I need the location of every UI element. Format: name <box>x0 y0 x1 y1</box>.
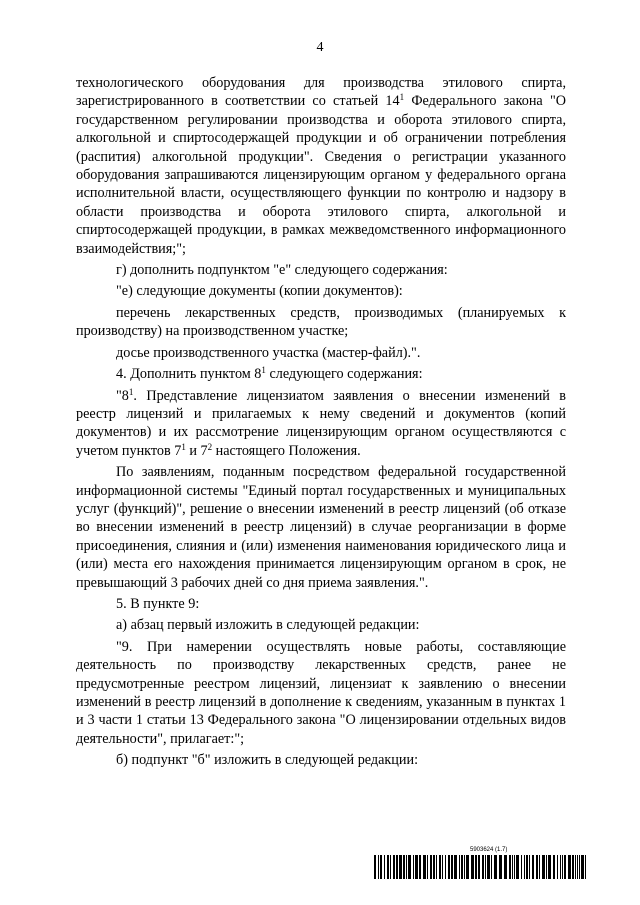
barcode-bar <box>562 855 563 879</box>
paragraph-text: 4. Дополнить пунктом 8 <box>116 366 262 383</box>
barcode-bar <box>504 855 507 879</box>
barcode-bar <box>423 855 426 879</box>
page-number: 4 <box>316 40 324 55</box>
paragraph-text: г) дополнить подпунктом "е" следующего содержания: <box>116 262 448 279</box>
barcode-bar <box>464 855 465 879</box>
paragraph <box>76 463 566 592</box>
paragraph-text: Федерального закона "О государственном регулировании производства и оборота этилового спирта, алкогольной и спиртосодержащей продукции и об ограничении потребления (распития) алкогольной продукции". Сведения о регистрации указанного оборудования запрашиваются лицензирующим органом у федерального органа исполнительной власти, осуществляющего функции по контролю и надзору в области производства и оборота этилового спирта, алкогольной и спиртосодержащей продукции, в рамках межведомственного информационного взаимодействия;"; <box>76 93 566 257</box>
paragraph <box>76 282 566 300</box>
paragraph-text: "9. При намерении осуществлять новые работы, составляющие деятельность по производству лекарственных средств, ранее не предусмотренные реестром лицензий, лицензиат к заявлению о внесении изменений в реестр лицензий в дополнение к сведениям, указанным в пунктах 1 и 3 части 1 статьи 13 Федерального закона "О лицензировании отдельных видов деятельности", прилагает:"; <box>76 638 566 747</box>
paragraph <box>76 365 566 383</box>
paragraph-text: "8 <box>116 387 129 404</box>
barcode-bar <box>553 855 555 879</box>
paragraph <box>76 751 566 769</box>
barcode-bar <box>485 855 486 879</box>
barcode-bar <box>448 855 450 879</box>
barcode-bar <box>581 855 584 879</box>
barcode-bar <box>539 855 540 879</box>
barcode-bar <box>461 855 463 879</box>
barcode-bar <box>419 855 421 879</box>
barcode-bar <box>524 855 525 879</box>
paragraph-text: технологического оборудования для производства этилового спирта, зарегистрированного в соответствии со статьей 14 <box>76 75 566 110</box>
paragraph-text: досье производственного участка (мастер-файл).". <box>116 344 421 361</box>
barcode-bar <box>585 855 586 879</box>
barcode-bar <box>471 855 474 879</box>
paragraph <box>76 344 566 362</box>
superscript: 2 <box>207 441 213 452</box>
barcode-bar <box>542 855 545 879</box>
barcode-bar <box>568 855 571 879</box>
barcode-bar <box>572 855 574 879</box>
barcode-bar <box>487 855 490 879</box>
paragraph-text: настоящего Положения. <box>212 442 361 459</box>
paragraph <box>76 261 566 279</box>
barcode-bar <box>396 855 398 879</box>
superscript: 1 <box>261 365 266 376</box>
paragraph <box>76 638 566 748</box>
barcode-bar <box>433 855 435 879</box>
barcode-bar <box>564 855 566 879</box>
superscript: 1 <box>399 92 405 103</box>
barcode-bar <box>514 855 515 879</box>
barcode-bar <box>413 855 414 879</box>
superscript: 1 <box>128 386 134 397</box>
barcode-bar <box>390 855 391 879</box>
barcode-bar <box>499 855 502 879</box>
barcode-bar <box>532 855 534 879</box>
barcode-bar <box>436 855 437 879</box>
barcode-bar <box>478 855 480 879</box>
paragraph-text: 5. В пункте 9: <box>116 595 200 612</box>
paragraph-text: перечень лекарственных средств, производимых (планируемых к производству) на производственном участке; <box>76 304 566 340</box>
barcode-bar <box>466 855 469 879</box>
barcode-bar <box>427 855 428 879</box>
superscript: 1 <box>181 441 186 452</box>
barcode-bar <box>380 855 382 879</box>
barcode-bar <box>494 855 497 879</box>
paragraph-text: "е) следующие документы (копии документов): <box>116 283 403 300</box>
barcode-bar <box>399 855 402 879</box>
paragraph-text: следующего содержания: <box>265 366 423 383</box>
paragraph <box>76 387 566 461</box>
document-body <box>76 74 566 773</box>
barcode-bar <box>516 855 519 879</box>
barcode-bar <box>536 855 538 879</box>
paragraph <box>76 616 566 634</box>
paragraph-text: б) подпункт "б" изложить в следующей редакции: <box>116 752 419 769</box>
barcode-bar <box>491 855 492 879</box>
barcode-bar <box>526 855 528 879</box>
barcode-bar <box>475 855 477 879</box>
barcode-bar <box>451 855 453 879</box>
barcode-bar <box>560 855 561 879</box>
paragraph-text: . Представление лицензиатом заявления о внесении изменений в реестр лицензий и прилагаемых к нему сведений и документов (копий документов) и их рассмотрение лицензирующим органом осуществляются с учетом пунктов 7 <box>76 387 566 459</box>
barcode-bar <box>454 855 457 879</box>
barcode-bar <box>557 855 558 879</box>
paragraph-text: По заявлениям, поданным посредством федеральной государственной информационной системы "Единый портал государственных и муниципальных услуг (функций)", решение о внесении изменений в реестр лицензий (об отказе во внесении изменений в реестр лицензий) в случае реорганизации в форме присоединения, слияния и (или) изменения наименования юридического лица и (или) места его нахождения принимается лицензирующим органом в срок, не превышающий 3 рабочих дней со дня приема заявления.". <box>76 464 566 591</box>
barcode-bar <box>577 855 578 879</box>
barcode-image <box>374 855 586 879</box>
paragraph <box>76 595 566 613</box>
barcode-bar <box>378 855 379 879</box>
barcode-bar <box>374 855 376 879</box>
barcode-bar <box>575 855 576 879</box>
barcode-bar <box>459 855 460 879</box>
barcode-bar <box>384 855 385 879</box>
barcode-bar <box>579 855 580 879</box>
barcode-bar <box>512 855 513 879</box>
barcode-bar <box>403 855 405 879</box>
paragraph-text: а) абзац первый изложить в следующей редакции: <box>116 617 420 634</box>
barcode-bar <box>482 855 484 879</box>
barcode-bar <box>406 855 407 879</box>
paragraph <box>76 304 566 341</box>
barcode-bar <box>408 855 411 879</box>
barcode-bar <box>415 855 418 879</box>
document-code: 5903624 (1.7) <box>470 847 508 853</box>
barcode-bar <box>521 855 522 879</box>
barcode-bar <box>439 855 441 879</box>
barcode-bar <box>442 855 443 879</box>
barcode-bar <box>393 855 395 879</box>
barcode-bar <box>387 855 389 879</box>
paragraph-text: и 7 <box>185 442 208 459</box>
barcode-bar <box>509 855 511 879</box>
barcode-bar <box>445 855 446 879</box>
barcode-bar <box>529 855 530 879</box>
barcode-bar <box>430 855 432 879</box>
barcode-bar <box>546 855 547 879</box>
barcode-bar <box>548 855 551 879</box>
paragraph <box>76 74 566 258</box>
